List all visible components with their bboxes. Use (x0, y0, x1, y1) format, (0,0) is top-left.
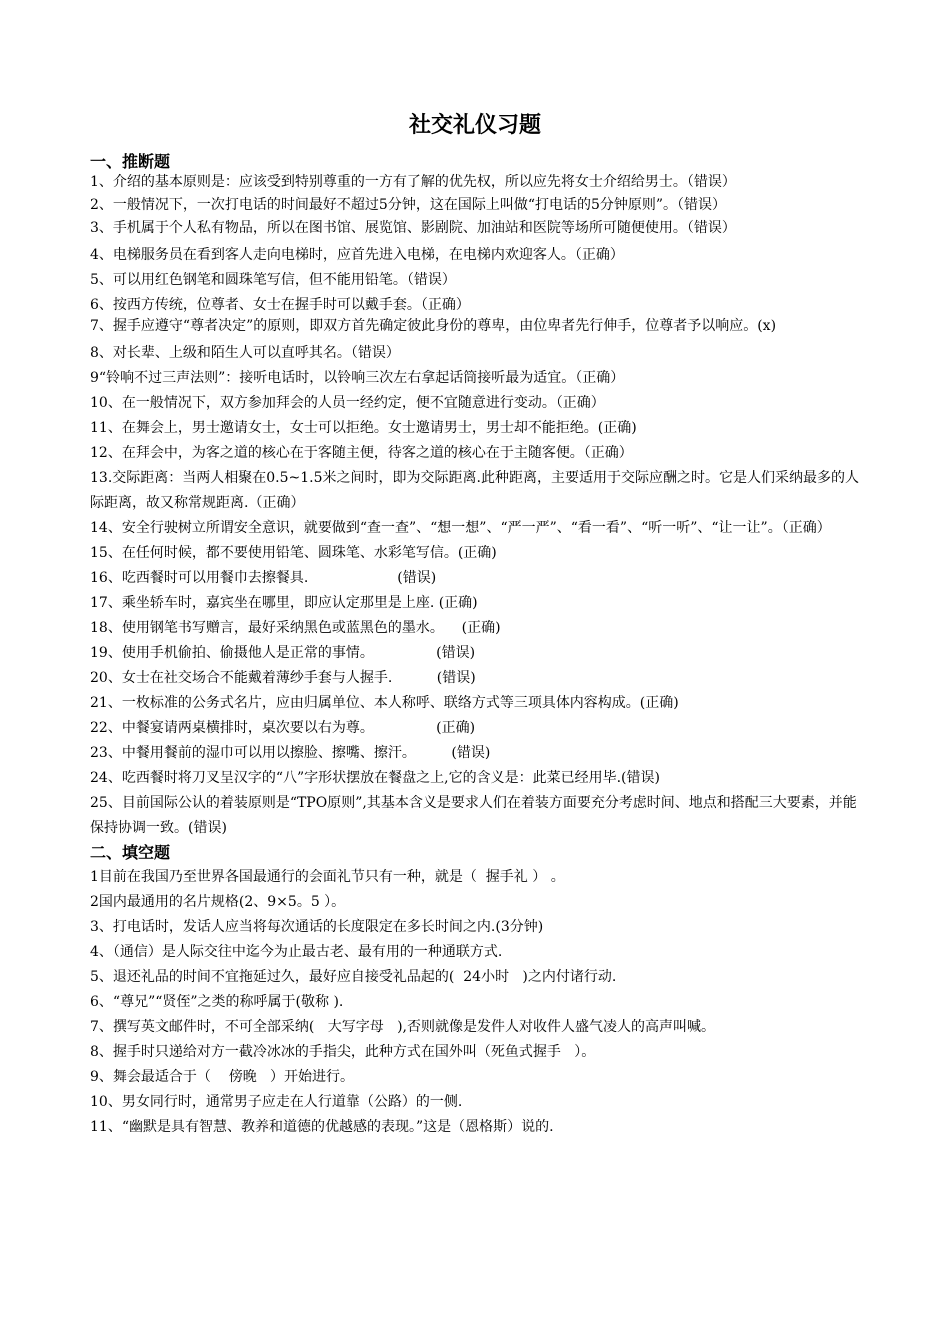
section-heading-judgement: 一、推断题 (90, 152, 171, 171)
fill-in-item: 4、（通信）是人际交往中迄今为止最古老、最有用的一种通联方式. (90, 944, 503, 960)
fill-in-item: 9、舞会最适合于（ 傍晚 ）开始进行。 (90, 1069, 355, 1085)
judgement-item: 9“铃响不过三声法则”：接听电话时，以铃响三次左右拿起话筒接听最为适宜。（正确） (90, 370, 625, 386)
judgement-item: 10、在一般情况下，双方参加拜会的人员一经约定，便不宜随意进行变动。（正确） (90, 395, 605, 411)
judgement-item: 15、在任何时候，都不要使用铅笔、圆珠笔、水彩笔写信。(正确) (90, 545, 497, 561)
fill-in-item: 11、“幽默是具有智慧、教养和道德的优越感的表现。”这是（恩格斯）说的. (90, 1119, 554, 1135)
document-body (90, 150, 865, 1140)
judgement-item: 12、在拜会中，为客之道的核心在于客随主便，待客之道的核心在于主随客便。（正确） (90, 445, 633, 461)
section-heading-fill-in: 二、填空题 (90, 843, 171, 862)
judgement-item: 8、对长辈、上级和陌生人可以直呼其名。（错误） (90, 345, 400, 361)
judgement-item: 16、吃西餐时可以用餐巾去擦餐具. (错误) (90, 570, 437, 586)
fill-in-item: 2国内最通用的名片规格(2、9×5。5 ）。 (90, 894, 346, 910)
judgement-item: 25、目前国际公认的着装原则是“TPO原则”,其基本含义是要求人们在着装方面要充分考虑时间、地点和搭配三大要素，并能保持协调一致。(错误) (90, 795, 857, 836)
fill-in-item: 3、打电话时，发话人应当将每次通话的长度限定在多长时间之内.(3分钟) (90, 919, 544, 935)
judgement-item: 11、在舞会上，男士邀请女士，女士可以拒绝。女士邀请男士，男士却不能拒绝。(正确) (90, 420, 637, 436)
judgement-item: 4、电梯服务员在看到客人走向电梯时，应首先进入电梯，在电梯内欢迎客人。（正确） (90, 247, 624, 263)
judgement-item: 1、介绍的基本原则是：应该受到特别尊重的一方有了解的优先权，所以应先将女士介绍给男士。（错误） (90, 174, 736, 190)
judgement-item: 24、吃西餐时将刀叉呈汉字的“八”字形状摆放在餐盘之上,它的含义是：此菜已经用毕.(错误) (90, 770, 660, 786)
judgement-item: 14、安全行驶树立所谓安全意识，就要做到“查一查”、“想一想”、“严一严”、“看一看”、“听一听”、“让一让”。（正确） (90, 520, 831, 536)
judgement-item: 20、女士在社交场合不能戴着薄纱手套与人握手. (错误) (90, 670, 476, 686)
fill-in-item: 1目前在我国乃至世界各国最通行的会面礼节只有一种，就是（ 握手礼 ） 。 (90, 869, 565, 885)
judgement-item: 19、使用手机偷拍、偷摄他人是正常的事情。 (错误) (90, 645, 476, 661)
judgement-item: 6、按西方传统，位尊者、女士在握手时可以戴手套。（正确） (90, 297, 470, 313)
judgement-item: 13.交际距离：当两人相聚在0.5~1.5米之间时，即为交际距离.此种距离，主要适用于交际应酬之时。它是人们采纳最多的人际距离，故又称常规距离.（正确） (90, 470, 859, 511)
judgement-item: 3、手机属于个人私有物品，所以在图书馆、展览馆、影剧院、加油站和医院等场所可随便使用。（错误） (90, 220, 736, 236)
judgement-item: 22、中餐宴请两桌横排时，桌次要以右为尊。 (正确) (90, 720, 476, 736)
page-title: 社交礼仪习题 (408, 113, 541, 138)
judgement-item: 23、中餐用餐前的湿巾可以用以擦脸、擦嘴、擦汗。 (错误) (90, 745, 491, 761)
fill-in-item: 10、男女同行时，通常男子应走在人行道靠（公路）的一侧. (90, 1094, 463, 1110)
fill-in-item: 6、“尊兄”“贤侄”之类的称呼属于(敬称 ). (90, 994, 344, 1010)
judgement-item: 2、一般情况下，一次打电话的时间最好不超过5分钟，这在国际上叫做“打电话的5分钟原则”。（错误） (90, 197, 727, 213)
fill-in-item: 7、撰写英文邮件时，不可全部采纳( 大写字母 ),否则就像是发件人对收件人盛气凌人的高声叫喊。 (90, 1019, 715, 1035)
fill-in-item: 5、退还礼品的时间不宜拖延过久，最好应自接受礼品起的( 24小时 )之内付诸行动. (90, 969, 617, 985)
judgement-item: 7、握手应遵守“尊者决定”的原则，即双方首先确定彼此身份的尊卑，由位卑者先行伸手，位尊者予以响应。(x) (90, 318, 777, 334)
judgement-item: 18、使用钢笔书写赠言，最好采纳黑色或蓝黑色的墨水。 (正确) (90, 620, 501, 636)
judgement-item: 17、乘坐轿车时，嘉宾坐在哪里，即应认定那里是上座. (正确) (90, 595, 478, 611)
judgement-item: 5、可以用红色钢笔和圆珠笔写信，但不能用铅笔。（错误） (90, 272, 456, 288)
fill-in-item: 8、握手时只递给对方一截冷冰冰的手指尖，此种方式在国外叫（死鱼式握手 ）。 (90, 1044, 596, 1060)
judgement-item: 21、一枚标准的公务式名片，应由归属单位、本人称呼、联络方式等三项具体内容构成。(正确) (90, 695, 679, 711)
